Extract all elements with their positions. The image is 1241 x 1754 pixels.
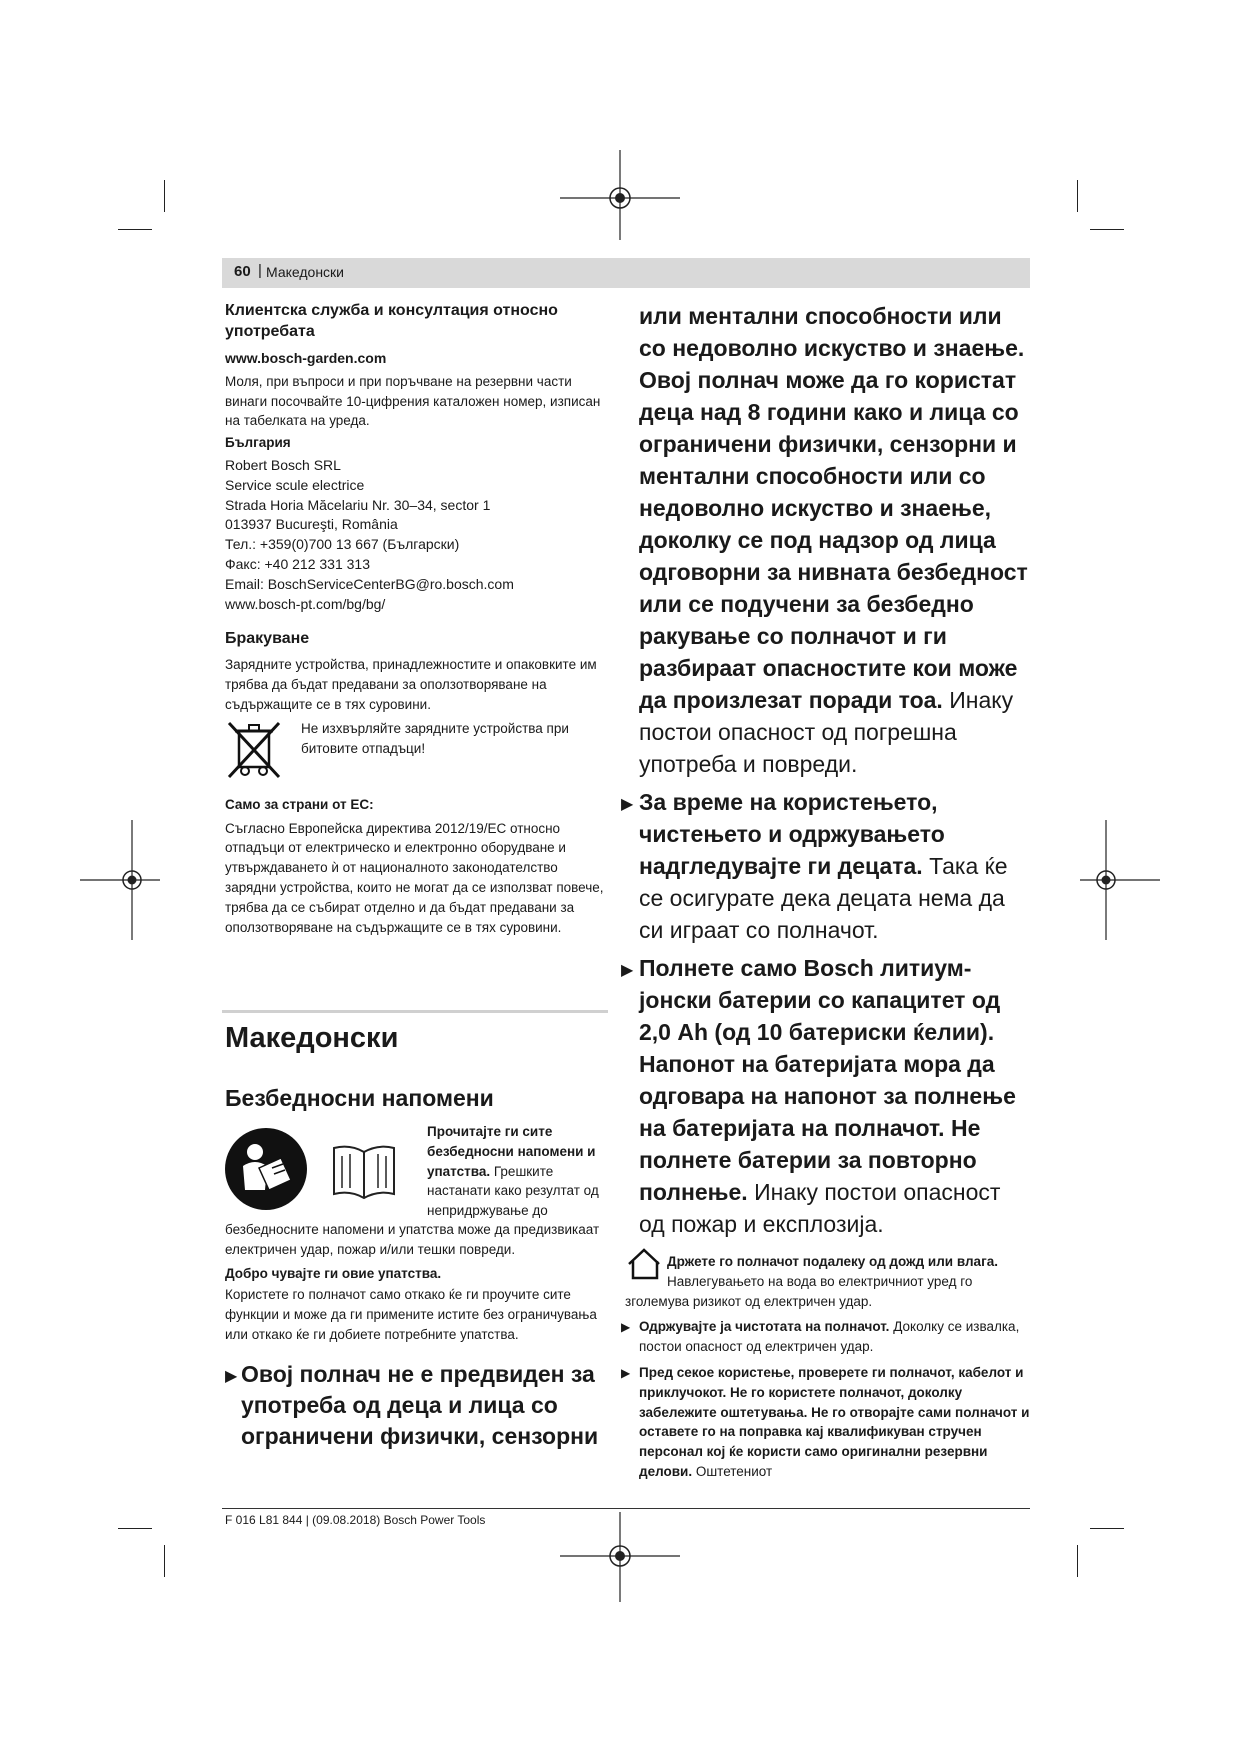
registration-mark-icon	[560, 150, 680, 240]
address-block	[225, 456, 610, 614]
weee-text: Не изхвърляйте зарядните устройства при битовите отпадъци!	[301, 720, 569, 756]
crop-mark	[1077, 1545, 1078, 1577]
section-block	[225, 1018, 610, 1452]
safety-title: Безбедносни напомени	[225, 1085, 494, 1111]
address-line: Strada Horia Măcelariu Nr. 30–34, sector 1	[225, 496, 491, 513]
children-text: Инаку постои опасност од погрешна употреба и повреди.	[639, 687, 1014, 777]
crop-mark	[164, 180, 165, 212]
read-manual-icon	[225, 1128, 307, 1210]
crop-mark	[164, 1545, 165, 1577]
battery-rest: Инаку постои опасност од пожар и експлозија.	[639, 1179, 1001, 1237]
service-title: Клиентска служба и консултация относно употребата	[225, 302, 558, 340]
read-manual-notice	[225, 1122, 610, 1226]
bullet-children-text: Овој полнач не е предвиден за употреба од деца и лица со ограничени физички, сензорни	[241, 1360, 599, 1449]
address-line: Robert Bosch SRL	[225, 456, 341, 473]
crop-mark	[1090, 229, 1124, 230]
registration-mark-icon	[80, 820, 160, 940]
page-header	[222, 258, 1030, 288]
section-divider	[222, 1010, 608, 1013]
address-line: Факс: +40 212 331 313	[225, 555, 370, 572]
header-language: Македонски	[266, 264, 344, 280]
left-column	[225, 300, 610, 937]
clean-charger-text: Доколку се извалка, постои опасност од електричен удар.	[639, 1319, 1020, 1355]
keep-instructions-text: Користете го полначот само откако ќе ги проучите сите функции и може да ги примените истите без ограничувања или откако ќе ги добиете потребните упатства.	[225, 1287, 597, 1342]
service-text: Моля, при въпроси и при поръчване на резервни части винаги посочвайте 10-цифрения каталожен номер, изписан на табелката на уреда.	[225, 373, 601, 429]
page-number: 60	[234, 263, 251, 280]
crop-mark	[1090, 1528, 1124, 1529]
indoor-use-notice	[625, 1252, 1031, 1311]
read-manual-continued: безбедносните напомени и упатства може да предизвикаат електричен удар, пожар и/или тешки повреди.	[225, 1222, 600, 1257]
inspect-charger-bold: Пред секое користење, проверете ги полначот, кабелот и приклучокот. Не го користете полначот, доколку забележите оштетувања. Не го отворајте сами полначот и оставете го на поправка кај квалификуван стручен персонал кој ќе користи само оригинални резервни делови.	[639, 1364, 1030, 1479]
address-line: Service scule electrice	[225, 476, 365, 493]
disposal-title: Бракуване	[225, 630, 310, 648]
bullet-marker-icon: ▶	[225, 1367, 238, 1385]
section-title: Македонски	[225, 1022, 399, 1054]
read-manual-bold: Прочитајте ги сите безбедносни напомени и упатства.	[427, 1124, 596, 1179]
footer-rule	[222, 1508, 1030, 1509]
indoor-use-bold: Држете го полначот подалеку од дожд или влага.	[667, 1254, 998, 1269]
right-column	[621, 300, 1031, 1482]
registration-mark-icon	[1080, 820, 1160, 940]
house-icon	[625, 1246, 663, 1280]
registration-mark-icon	[560, 1512, 680, 1602]
address-line: 013937 Bucureşti, România	[225, 516, 398, 533]
address-email[interactable]: Email: BoschServiceCenterBG@ro.bosch.com	[225, 575, 514, 592]
supervise-bold: За време на користењето, чистењето и одржувањето надгледувајте ги децата.	[639, 789, 945, 879]
bullet-item	[621, 1317, 1031, 1357]
battery-bold: Полнете само Bosch литиум-јонски батерии со капацитет од 2,0 Ah (од 10 батериски ќелии). Напонот на батеријата мора да одговара на напонот за полнење на батеријата на полначот. Не полнете батерии за повторно полнење.	[639, 955, 1016, 1205]
children-bold: или ментални способности или со недоволно искуство и знаење. Овој полнач може да го користат деца над 8 години како и лица со ограничени физички, сензорни и ментални способности или со недоволно искуство и знаење, доколку се под надзор од лица одговорни за нивната безбедност или се подучени за безбедно ракување со полначот и ги разбираат опасностите кои може да произлезат поради тоа.	[639, 303, 1028, 713]
crop-mark	[118, 229, 152, 230]
bullet-marker-icon: ▶	[621, 1365, 631, 1380]
bullet-marker-icon: ▶	[621, 962, 634, 979]
country-label: България	[225, 435, 291, 451]
supervise-rest: Така ќе се осигурате дека децата нема да си играат со полначот.	[639, 853, 1008, 943]
children-paragraph	[639, 300, 1031, 780]
bullet-item	[225, 1359, 610, 1452]
address-website[interactable]: www.bosch-pt.com/bg/bg/	[225, 595, 386, 612]
battery-text	[639, 952, 1031, 1240]
inspect-charger-text: Оштетениот	[695, 1463, 773, 1479]
eu-text: Съгласно Европейска директива 2012/19/ЕС относно отпадъци от електрическо и електронно оборудване и утвърждаването ѝ от националното законодателство зарядни устройства, които не могат да се използват повече, трябва да се събират отделно и да бъдат предавани за оползотворяване на съдържащите се в тях суровини.	[225, 820, 604, 935]
eu-title: Само за страни от ЕС:	[225, 796, 374, 812]
page-footer: F 016 L81 844 | (09.08.2018) Bosch Power Tools	[225, 1513, 486, 1527]
crop-mark	[118, 1528, 152, 1529]
crossed-out-bin-icon	[225, 719, 283, 781]
keep-instructions-title: Добро чувајте ги овие упатства.	[225, 1265, 442, 1281]
indoor-use-text: Навлегувањето на вода во електричниот уред го зголемува ризикот од електричен удар.	[625, 1273, 973, 1309]
bullet-item	[621, 1363, 1031, 1482]
clean-charger-bold: Одржувајте ја чистотата на полначот.	[639, 1319, 890, 1335]
service-website[interactable]: www.bosch-garden.com	[225, 350, 387, 366]
read-manual-rest: Грешките настанати како резултат од непридржување до	[427, 1163, 599, 1219]
bullet-item	[621, 952, 1031, 1240]
read-manual-text	[427, 1122, 612, 1221]
open-book-icon	[328, 1142, 400, 1202]
disposal-text: Зарядните устройства, принадлежностите и опаковките им трябва да бъдат предавани за оползотворяване на съдържащите се в тях суровини.	[225, 657, 597, 712]
bullet-item	[621, 786, 1031, 946]
header-separator: |	[258, 262, 262, 279]
bullet-marker-icon: ▶	[621, 796, 634, 813]
supervise-children-text	[639, 786, 1031, 946]
crop-mark	[1077, 180, 1078, 212]
weee-notice	[225, 719, 610, 781]
address-line: Тел.: +359(0)700 13 667 (Български)	[225, 536, 460, 553]
bullet-marker-icon: ▶	[621, 1320, 631, 1335]
